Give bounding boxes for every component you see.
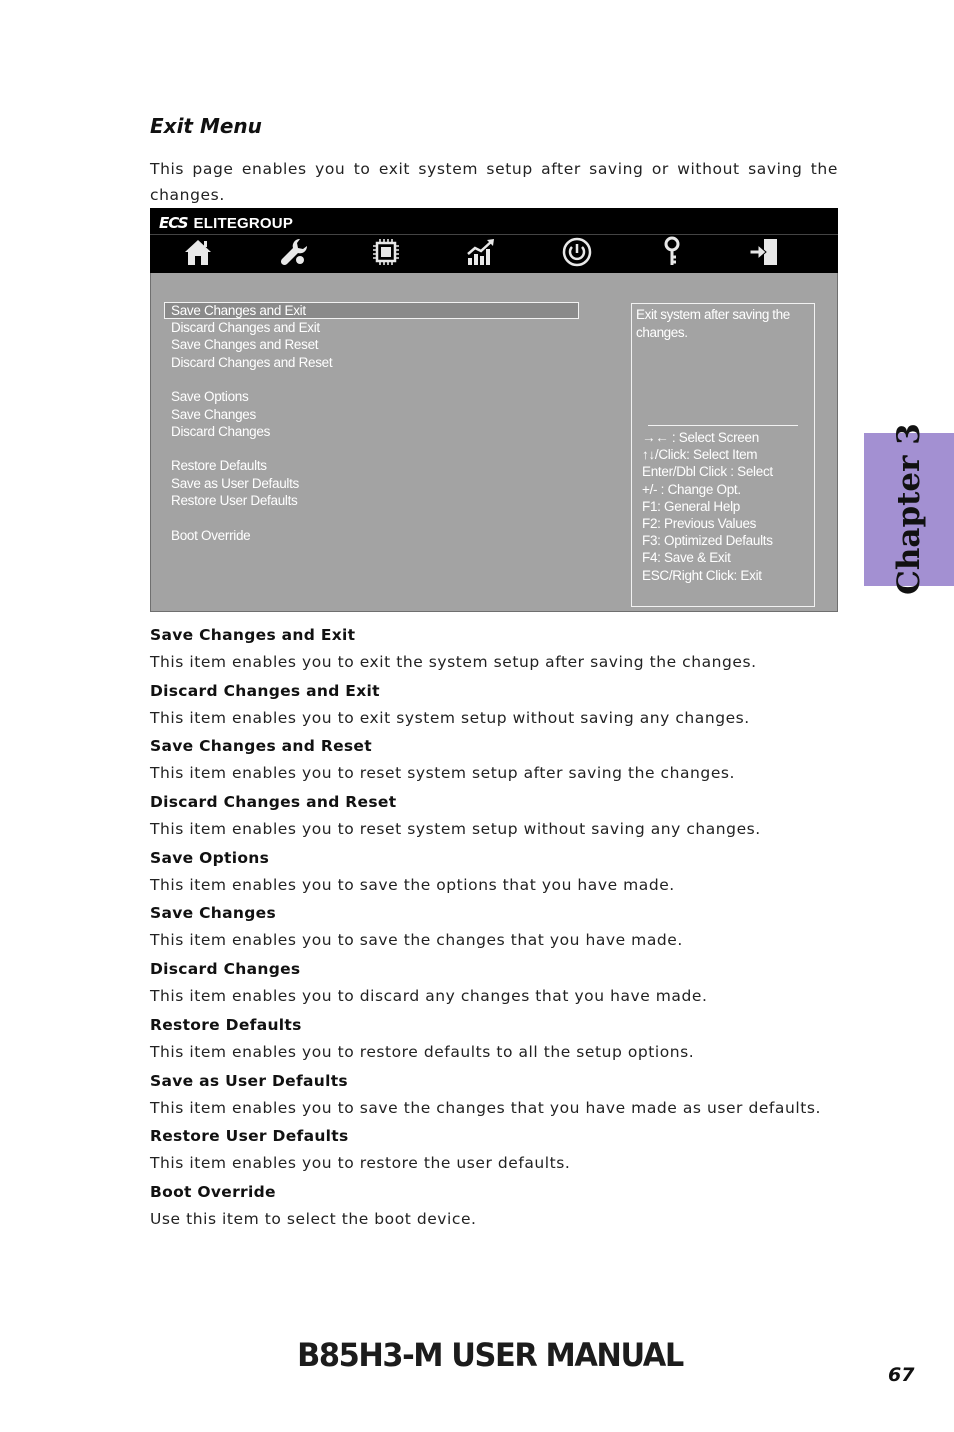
- key-legend-item: Enter/Dbl Click : Select: [642, 464, 773, 480]
- bios-body: [150, 273, 838, 612]
- key-icon: [656, 236, 688, 268]
- chart-icon: [465, 236, 497, 268]
- page-number: 67: [888, 1364, 915, 1386]
- item-description: This item enables you to save the changes that you have made as user defaults.: [150, 1098, 821, 1117]
- chapter-tab: [864, 423, 954, 595]
- item-title: Save as User Defaults: [150, 1071, 348, 1090]
- item-restore-defaults: [150, 1012, 838, 1068]
- key-legend-item: F3: Optimized Defaults: [642, 533, 773, 549]
- menu-item-save-as-user-defaults[interactable]: Save as User Defaults: [171, 476, 300, 491]
- item-save-changes-and-exit: [150, 622, 838, 678]
- menu-item-save-changes[interactable]: Save Changes: [171, 407, 256, 422]
- item-description: This item enables you to save the changes that you have made.: [150, 931, 683, 950]
- item-title: Discard Changes: [150, 960, 301, 979]
- item-restore-user-defaults: [150, 1123, 838, 1179]
- item-title: Restore Defaults: [150, 1015, 302, 1034]
- item-discard-changes-and-reset: [150, 789, 838, 845]
- chapter-label: Chapter 3: [891, 423, 927, 595]
- menu-item-save-options[interactable]: Save Options: [171, 389, 249, 404]
- key-legend-item: →← : Select Screen: [642, 430, 759, 445]
- home-icon: [182, 236, 214, 268]
- key-legend-item: F2: Previous Values: [642, 516, 757, 532]
- item-descriptions: [150, 622, 838, 1235]
- key-legend-item: +/- : Change Opt.: [642, 481, 741, 497]
- key-legend-item: ESC/Right Click: Exit: [642, 567, 762, 583]
- brand-name: ELITEGROUP: [193, 214, 294, 232]
- item-description: This item enables you to exit system setup without saving any changes.: [150, 708, 750, 727]
- item-description: Use this item to select the boot device.: [150, 1209, 477, 1228]
- menu-item-discard-changes[interactable]: Discard Changes: [171, 424, 271, 439]
- bios-screenshot: [150, 208, 838, 613]
- exit-icon: [748, 236, 780, 268]
- item-title: Save Options: [150, 848, 270, 867]
- menu-item-save-changes-and-reset[interactable]: Save Changes and Reset: [171, 337, 319, 352]
- item-description: This item enables you to discard any changes that you have made.: [150, 987, 708, 1006]
- help-divider: [648, 425, 798, 426]
- item-title: Save Changes and Reset: [150, 737, 372, 756]
- section-heading: Exit Menu: [150, 114, 262, 138]
- ecs-logo: ECS: [159, 214, 188, 232]
- item-title: Save Changes: [150, 904, 276, 923]
- help-description: Exit system after saving the changes.: [636, 307, 790, 340]
- key-legend: [642, 429, 773, 584]
- key-legend-item: ↑↓/Click: Select Item: [642, 447, 758, 463]
- item-save-changes: [150, 900, 838, 956]
- item-save-options: [150, 845, 838, 901]
- chip-icon: [370, 236, 402, 268]
- item-description: This item enables you to restore defaults to all the setup options.: [150, 1042, 695, 1061]
- item-title: Boot Override: [150, 1182, 276, 1201]
- power-icon: [561, 236, 593, 268]
- key-legend-item: F1: General Help: [642, 498, 740, 514]
- menu-item-restore-user-defaults[interactable]: Restore User Defaults: [171, 493, 298, 508]
- menu-item-boot-override[interactable]: Boot Override: [171, 528, 251, 543]
- menu-item-save-changes-and-exit[interactable]: Save Changes and Exit: [164, 302, 579, 319]
- manual-title: B85H3-M USER MANUAL: [297, 1336, 683, 1374]
- item-title: Discard Changes and Reset: [150, 793, 397, 812]
- item-description: This item enables you to reset system setup without saving any changes.: [150, 820, 761, 839]
- key-legend-item: F4: Save & Exit: [642, 550, 731, 566]
- item-boot-override: [150, 1179, 838, 1235]
- item-title: Discard Changes and Exit: [150, 681, 380, 700]
- item-save-changes-and-reset: [150, 733, 838, 789]
- help-panel: [631, 303, 815, 607]
- menu-item-discard-changes-and-reset[interactable]: Discard Changes and Reset: [171, 355, 333, 370]
- item-discard-changes-and-exit: [150, 678, 838, 734]
- item-title: Save Changes and Exit: [150, 626, 356, 644]
- item-save-as-user-defaults: [150, 1068, 838, 1124]
- item-description: This item enables you to exit the system setup after saving the changes.: [150, 653, 757, 671]
- item-description: This item enables you to reset system setup after saving the changes.: [150, 764, 736, 783]
- menu-item-restore-defaults[interactable]: Restore Defaults: [171, 458, 267, 473]
- item-discard-changes: [150, 956, 838, 1012]
- wrench-icon: [278, 236, 310, 268]
- menu-item-discard-changes-and-exit[interactable]: Discard Changes and Exit: [171, 320, 320, 335]
- item-description: This item enables you to restore the user defaults.: [150, 1154, 571, 1173]
- item-description: This item enables you to save the options that you have made.: [150, 875, 675, 894]
- item-title: Restore User Defaults: [150, 1127, 349, 1146]
- intro-paragraph: This page enables you to exit system setup after saving or without saving the changes.: [150, 160, 838, 204]
